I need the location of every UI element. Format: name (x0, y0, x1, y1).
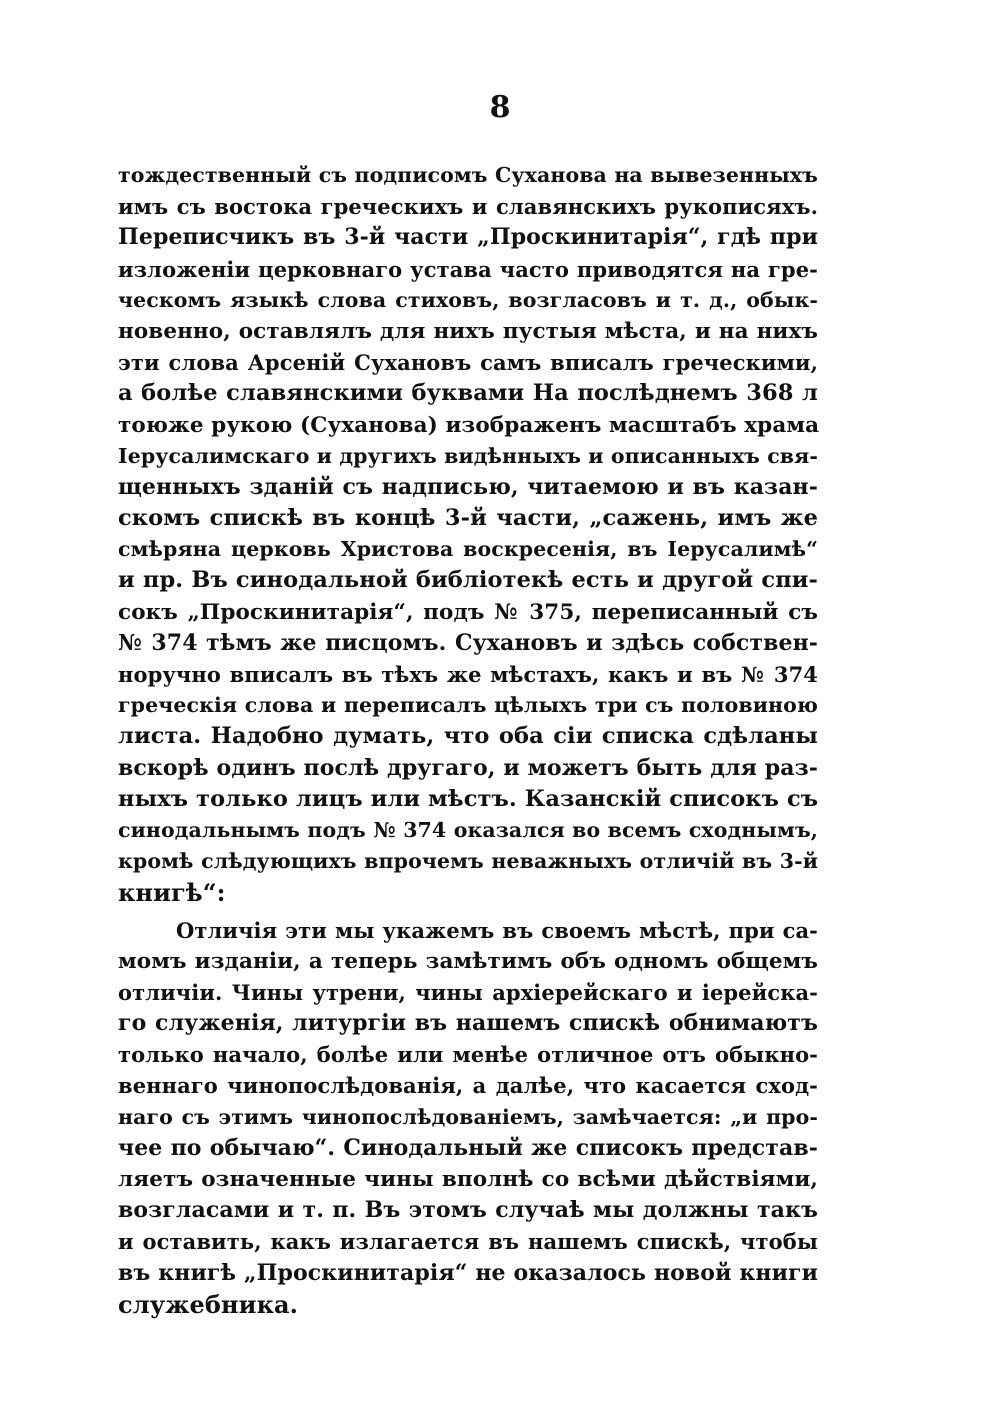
text-line: ныхъ только лицъ или мѣстъ. Казанскій списокъ съ (118, 785, 819, 812)
text-line: книгѣ“: (118, 878, 226, 908)
text-line: кромѣ слѣдующихъ впрочемъ неважныхъ отличій въ 3-й (118, 849, 818, 874)
text-line: Переписчикъ въ 3-й части „Проскинитарія“, гдѣ при (118, 224, 818, 251)
text-line: смѣряна церковь Христова воскресенія, въ Іерусалимѣ“ (118, 537, 818, 562)
text-line: № 374 тѣмъ же писцомъ. Сухановъ и здѣсь собствен- (118, 629, 818, 656)
text-line: а болѣе славянскими буквами На послѣднемъ 368 л (118, 380, 818, 407)
text-line: ческомъ языкѣ слова стиховъ, возгласовъ и т. д., обык- (118, 287, 818, 312)
text-line: въ книгѣ „Проскинитарія“ не оказалось новой книги (118, 1259, 818, 1286)
text-line: и оставить, какъ излагается въ нашемъ спискѣ, чтобы (118, 1229, 818, 1255)
text-line: изложеніи церковнаго устава часто приводятся на гре- (118, 256, 818, 282)
text-line: скомъ спискѣ въ концѣ 3-й части, „сажень, имъ же (118, 505, 818, 532)
text-line: тоюже рукою (Суханова) изображенъ масштабъ храма (118, 412, 820, 438)
text-line: Отличія эти мы укажемъ въ своемъ мѣстѣ, при са- (176, 917, 818, 943)
text-line: момъ изданіи, а теперь замѣтимъ объ одномъ общемъ (118, 948, 818, 974)
text-line: листа. Надобно думать, что оба сіи списка сдѣланы (118, 723, 818, 750)
text-line: норучно вписалъ въ тѣхъ же мѣстахъ, какъ и въ № 374 (118, 662, 818, 687)
text-line: эти слова Арсеній Сухановъ самъ вписалъ греческими, (118, 350, 818, 376)
text-line: только начало, болѣе или менѣе отличное отъ обыкно- (118, 1042, 818, 1068)
text-line: синодальнымъ подъ № 374 оказался во всемъ сходнымъ, (118, 817, 818, 842)
text-line: новенно, оставлялъ для нихъ пустыя мѣста, и на нихъ (118, 318, 818, 344)
text-line: и пр. Въ синодальной библіотекѣ есть и другой спи- (118, 567, 818, 594)
text-line: щенныхъ зданій съ надписью, читаемою и въ казан- (118, 473, 818, 500)
text-line: возгласами и т. п. Въ этомъ случаѣ мы должны такъ (118, 1197, 818, 1224)
text-line: го служенія, литургіи въ нашемъ спискѣ обнимаютъ (118, 1010, 818, 1037)
text-line: тождественный съ подписомъ Суханова на вывезенныхъ (118, 163, 818, 187)
text-line: веннаго чинопослѣдованія, а далѣе, что касается сход- (118, 1073, 818, 1099)
text-line: отличіи. Чины утрени, чины архіерейскаго и іерейска- (118, 979, 818, 1005)
text-line: ляетъ означенные чины вполнѣ со всѣми дѣйствіями, (118, 1167, 818, 1192)
text-line: Іерусалимскаго и другихъ видѣнныхъ и описанныхъ свя- (118, 443, 818, 468)
body-text (118, 160, 818, 1320)
text-line: наго съ этимъ чинопослѣдованіемъ, замѣчается: „и про- (118, 1104, 818, 1129)
paragraph-2 (118, 915, 818, 1320)
text-line: сокъ „Проскинитарія“, подъ № 375, переписанный съ (118, 599, 818, 625)
page-number: 8 (489, 90, 511, 125)
text-line: чее по обычаю“. Синодальный же списокъ представ- (118, 1134, 818, 1161)
paragraph-1 (118, 160, 818, 909)
text-line: служебника. (118, 1289, 299, 1319)
text-line: вскорѣ одинъ послѣ другаго, и можетъ быть для раз- (118, 754, 818, 781)
text-line: греческія слова и переписалъ цѣлыхъ три съ половиною (118, 693, 818, 718)
text-line: имъ съ востока греческихъ и славянскихъ рукописяхъ. (118, 194, 818, 220)
